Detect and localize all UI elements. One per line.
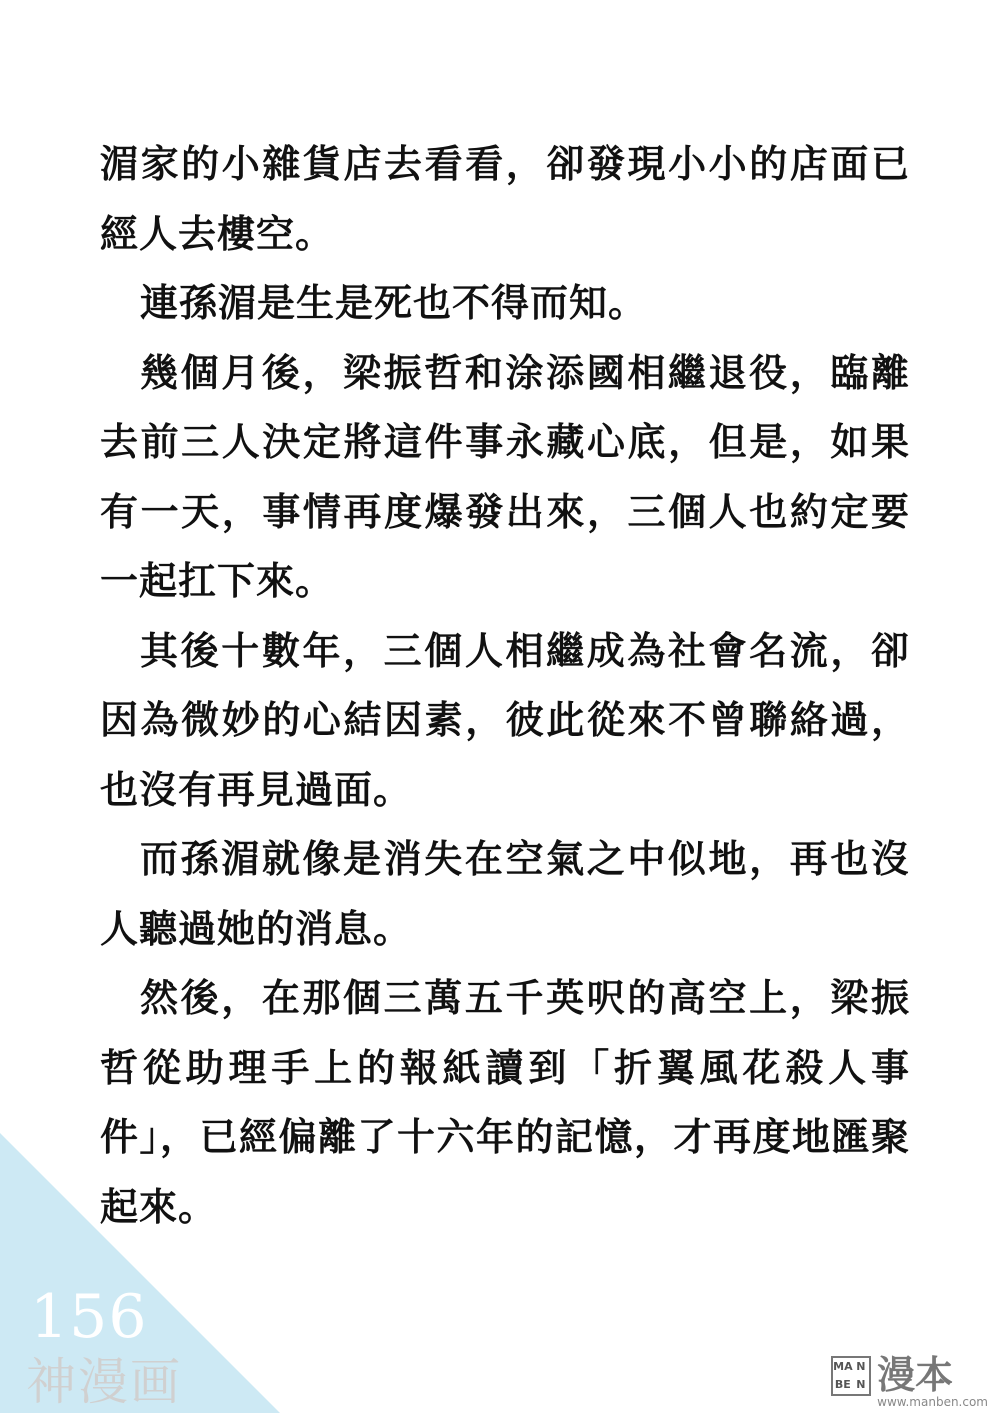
paragraph-3: 幾個月後，梁振哲和涂添國相繼退役，臨離去前三人決定將這件事永藏心底，但是，如果有一天，事情再度爆發出來，三個人也約定要一起扛下來。	[100, 350, 910, 603]
paragraph-5: 而孫湄就像是消失在空氣之中似地，再也沒人聽過她的消息。	[100, 837, 910, 951]
watermark-right	[831, 1353, 988, 1410]
page-number: 156	[30, 1282, 148, 1352]
watermark-left: 神漫画	[26, 1353, 182, 1411]
watermark-url: www.manben.com	[877, 1395, 988, 1409]
paragraph-1: 湄家的小雜貨店去看看，卻發現小小的店面已經人去樓空。	[100, 142, 910, 256]
paragraph-6: 然後，在那個三萬五千英呎的高空上，梁振哲從助理手上的報紙讀到「折翼風花殺人事件」，已經偏離了十六年的記憶，才再度地匯聚起來。	[100, 976, 910, 1229]
watermark-right-text	[877, 1353, 988, 1410]
paragraph-2: 連孫湄是生是死也不得而知。	[140, 281, 648, 325]
paragraph-4: 其後十數年，三個人相繼成為社會名流，卻因為微妙的心結因素，彼此從來不曾聯絡過，也沒有再見過面。	[100, 628, 910, 812]
manben-logo-icon: MA N BE N	[831, 1356, 871, 1396]
page-text	[100, 130, 910, 1242]
watermark-title: 漫本	[877, 1353, 954, 1397]
